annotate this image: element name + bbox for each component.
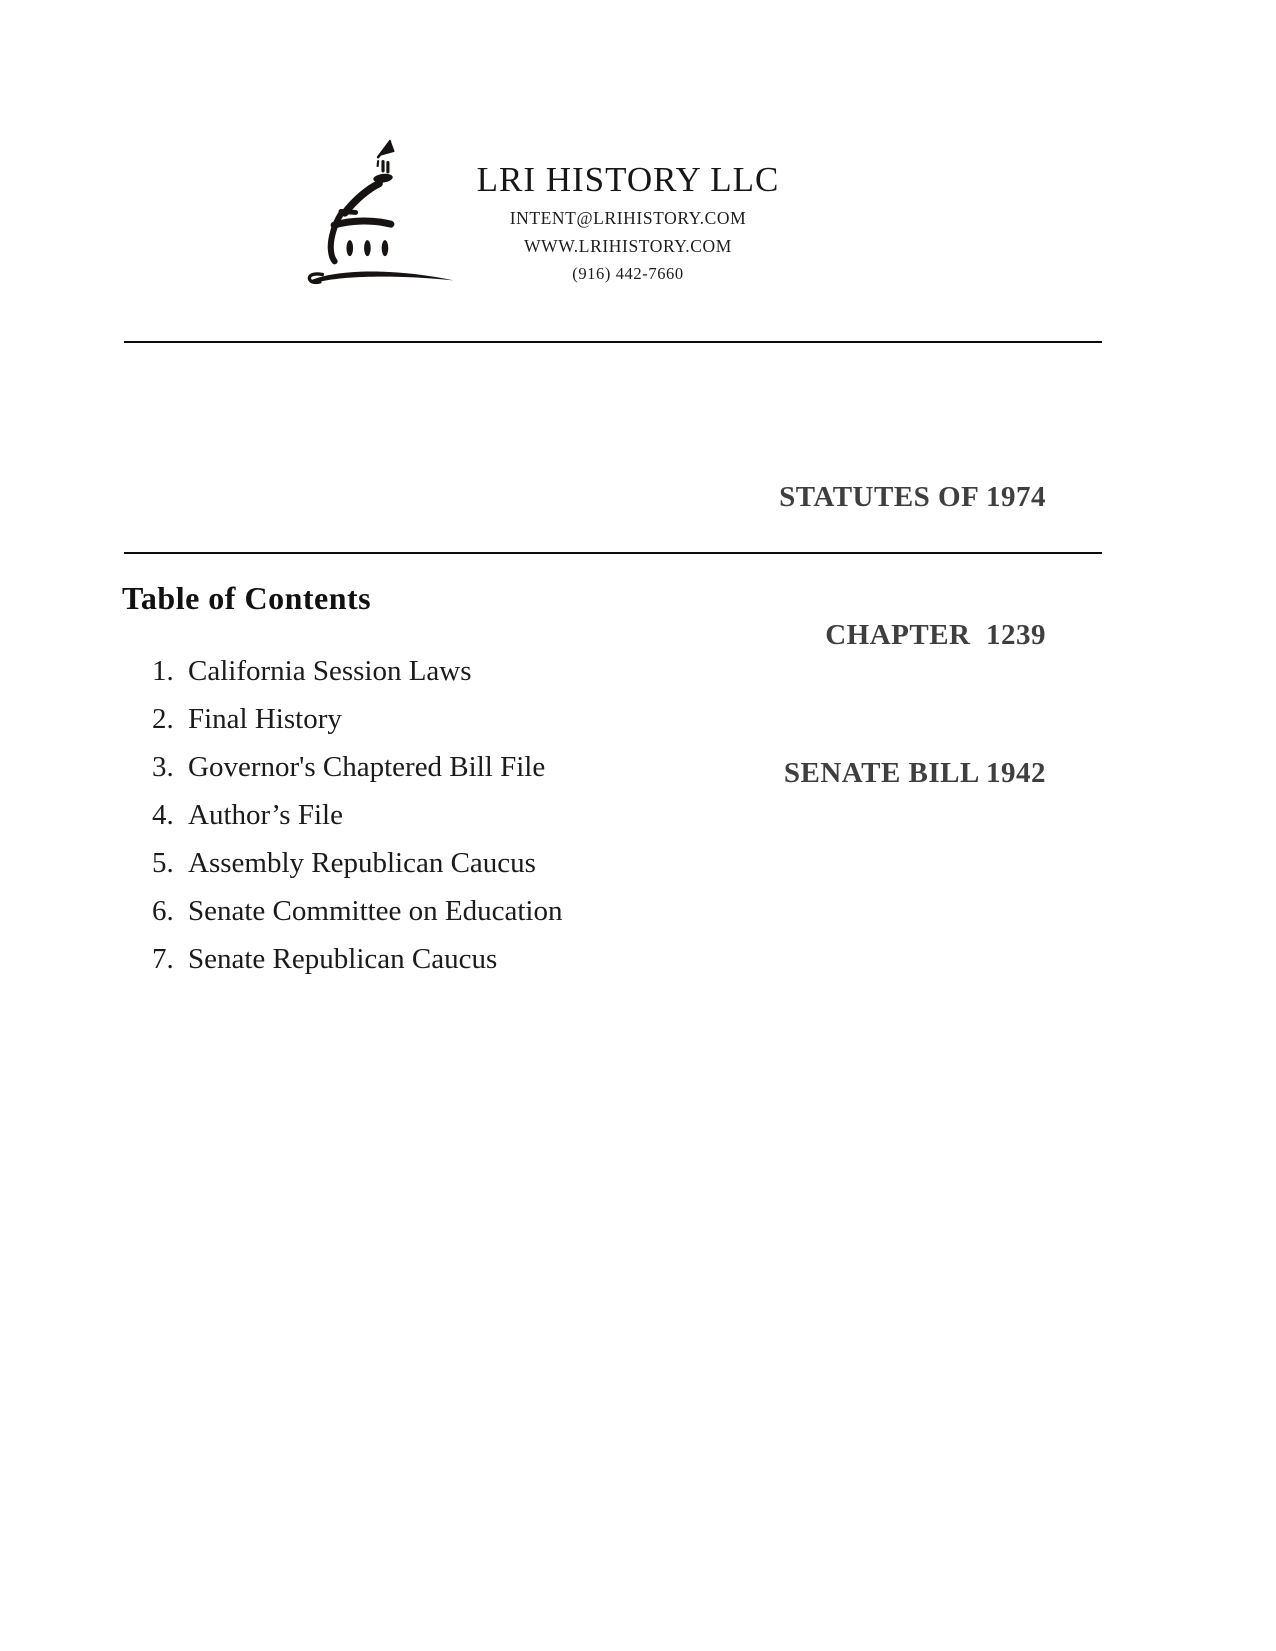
- toc-item-label: Governor's Chaptered Bill File: [188, 751, 546, 783]
- toc-item-label: Senate Republican Caucus: [188, 943, 498, 975]
- toc-item-number: 3.: [152, 751, 174, 783]
- contact-lines: [448, 204, 808, 288]
- toc-item-label: Assembly Republican Caucus: [188, 847, 536, 879]
- toc-item-number: 6.: [152, 895, 174, 927]
- toc-item-number: 4.: [152, 799, 174, 831]
- statutes-line: STATUTES OF 1974: [779, 481, 1046, 513]
- divider-bottom: [124, 552, 1102, 554]
- toc-list: [152, 655, 563, 991]
- toc-item-number: 1.: [152, 655, 174, 687]
- toc-item: [152, 703, 563, 735]
- divider-top: [124, 341, 1102, 343]
- capitol-dome-logo-icon: [296, 126, 472, 292]
- letterhead: [448, 160, 808, 288]
- toc-item: [152, 895, 563, 927]
- toc-item-label: Author’s File: [188, 799, 343, 831]
- toc-item: [152, 847, 563, 879]
- toc-item: [152, 943, 563, 975]
- toc-title: Table of Contents: [122, 580, 372, 616]
- toc-item-label: Final History: [188, 703, 342, 735]
- toc-item-number: 7.: [152, 943, 174, 975]
- company-name: LRI HISTORY LLC: [476, 160, 780, 199]
- toc-item-number: 5.: [152, 847, 174, 879]
- toc-item: [152, 799, 563, 831]
- email-text: INTENT@LRIHISTORY.COM: [509, 208, 747, 228]
- chapter-line: CHAPTER 1239: [825, 619, 1046, 651]
- toc-item: [152, 751, 563, 783]
- toc-item-number: 2.: [152, 703, 174, 735]
- phone-text: (916) 442-7660: [572, 264, 684, 283]
- website-text: WWW.LRIHISTORY.COM: [524, 236, 732, 256]
- toc-item-label: Senate Committee on Education: [188, 895, 563, 927]
- toc-item-label: California Session Laws: [188, 655, 472, 687]
- bill-reference: [779, 382, 1046, 888]
- senate-bill-line: SENATE BILL 1942: [783, 757, 1046, 789]
- toc-item: [152, 655, 563, 687]
